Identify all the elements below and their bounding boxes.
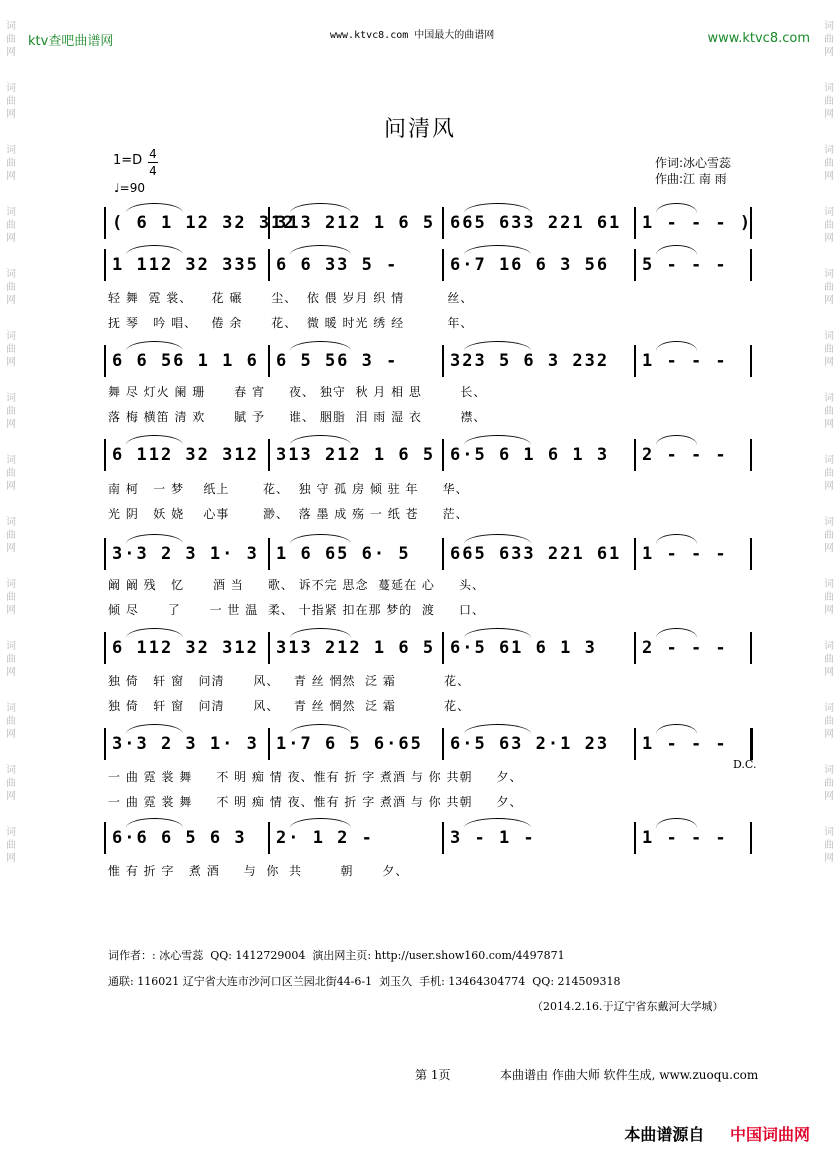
lyric-line: 倾 尽 了 一 世 温 柔、 十指紧 扣在那 梦的 渡 口、 bbox=[108, 603, 485, 617]
slur-mark bbox=[464, 534, 531, 544]
watermark-text: 词 曲 网 bbox=[6, 827, 16, 864]
slur-mark bbox=[290, 628, 351, 638]
bar-line bbox=[750, 249, 752, 281]
bar-line bbox=[104, 439, 106, 471]
bar-line bbox=[104, 728, 106, 760]
bar-line bbox=[442, 439, 444, 471]
measure: 6·6 6 5 6 3 bbox=[112, 828, 247, 848]
slur-mark bbox=[290, 818, 351, 828]
bar-line bbox=[634, 345, 636, 377]
watermark-text: 词 曲 网 bbox=[6, 393, 16, 430]
bar-line bbox=[750, 728, 753, 760]
slur-mark bbox=[464, 203, 531, 213]
watermark-text: 词 曲 网 bbox=[824, 207, 834, 244]
measure: 6 5 56 3 - bbox=[276, 351, 399, 371]
notation-row bbox=[104, 437, 752, 477]
watermark-text: 词 曲 网 bbox=[824, 145, 834, 182]
slur-mark bbox=[464, 245, 531, 255]
bar-line bbox=[442, 538, 444, 570]
bar-line bbox=[442, 822, 444, 854]
slur-mark bbox=[656, 203, 697, 213]
bar-line bbox=[442, 728, 444, 760]
bar-line bbox=[634, 538, 636, 570]
measure: 323 5 6 3 232 bbox=[450, 351, 610, 371]
measure: 2· 1 2 - bbox=[276, 828, 374, 848]
measure: 2 - - - bbox=[642, 638, 728, 658]
lyric-line: 一 曲 霓 裳 舞 不 明 痴 情 夜、惟有 折 字 煮酒 与 你 共朝 夕、 bbox=[108, 770, 523, 784]
slur-mark bbox=[126, 628, 183, 638]
notation-row bbox=[104, 247, 752, 287]
slur-mark bbox=[464, 435, 531, 445]
right-watermark-strip bbox=[822, 20, 836, 888]
notation-row bbox=[104, 726, 752, 766]
measure: 6 6 33 5 - bbox=[276, 255, 399, 275]
lyric-line: 一 曲 霓 裳 舞 不 明 痴 情 夜、惟有 折 字 煮酒 与 你 共朝 夕、 bbox=[108, 795, 523, 809]
bar-line bbox=[268, 632, 270, 664]
lyric-line: 落 梅 横笛 清 欢 賦 予 谁、 胭脂 泪 雨 湿 衣 襟、 bbox=[108, 410, 487, 424]
slur-mark bbox=[290, 245, 351, 255]
slur-mark bbox=[290, 534, 351, 544]
lyric-line: 独 倚 轩 窗 问清 风、 青 丝 惘然 泛 霜 花、 bbox=[108, 699, 471, 713]
bar-line bbox=[104, 345, 106, 377]
measure: 5 - - - bbox=[642, 255, 728, 275]
lyric-line: 抚 琴 吟 唱、 倦 余 花、 微 暖 时光 绣 经 年、 bbox=[108, 316, 474, 330]
notation-row bbox=[104, 820, 752, 860]
watermark-text: 词 曲 网 bbox=[6, 703, 16, 740]
bar-line bbox=[442, 249, 444, 281]
bar-line bbox=[634, 822, 636, 854]
slur-mark bbox=[290, 341, 351, 351]
header-left-site[interactable]: ktv查吧曲谱网 bbox=[28, 34, 114, 49]
bar-line bbox=[442, 207, 444, 239]
lyric-line: 轻 舞 霓 裳、 花 碾 尘、 依 偎 岁月 织 情 丝、 bbox=[108, 291, 474, 305]
header-center-text: www.ktvc8.com 中国最大的曲谱网 bbox=[330, 30, 495, 41]
bar-line bbox=[104, 249, 106, 281]
measure: 1 - - - bbox=[642, 828, 728, 848]
slur-mark bbox=[126, 245, 183, 255]
notation-row bbox=[104, 630, 752, 670]
watermark-text: 词 曲 网 bbox=[824, 641, 834, 678]
watermark-text: 词 曲 网 bbox=[6, 641, 16, 678]
measure: 6 112 32 312 bbox=[112, 445, 259, 465]
bar-line bbox=[268, 822, 270, 854]
slur-mark bbox=[656, 628, 697, 638]
watermark-text: 词 曲 网 bbox=[824, 393, 834, 430]
watermark-text: 词 曲 网 bbox=[824, 21, 834, 58]
source-bar bbox=[624, 1122, 810, 1145]
measure: 1 - - - ) bbox=[642, 213, 753, 233]
measure: 6 6 56 1 1 6 bbox=[112, 351, 259, 371]
slur-mark bbox=[126, 818, 183, 828]
left-watermark-strip bbox=[4, 20, 18, 888]
measure: 1 - - - bbox=[642, 544, 728, 564]
slur-mark bbox=[126, 534, 183, 544]
watermark-text: 词 曲 网 bbox=[6, 765, 16, 802]
lyric-line: 阚 阚 残 忆 酒 当 歌、 诉不完 思念 蔓延在 心 头、 bbox=[108, 578, 485, 592]
slur-mark bbox=[290, 203, 351, 213]
watermark-text: 词 曲 网 bbox=[6, 207, 16, 244]
slur-mark bbox=[290, 724, 351, 734]
slur-mark bbox=[126, 341, 183, 351]
slur-mark bbox=[126, 203, 183, 213]
bar-line bbox=[634, 632, 636, 664]
watermark-text: 词 曲 网 bbox=[6, 455, 16, 492]
bar-line bbox=[268, 249, 270, 281]
watermark-text: 词 曲 网 bbox=[6, 331, 16, 368]
slur-mark bbox=[656, 245, 697, 255]
slur-mark bbox=[464, 341, 531, 351]
footer-date: （2014.2.16.于辽宁省东戴河大学城） bbox=[532, 1000, 724, 1013]
lyric-line: 光 阴 妖 娆 心事 渺、 落 墨 成 殇 一 纸 苍 茫、 bbox=[108, 507, 469, 521]
bar-line bbox=[268, 538, 270, 570]
measure: 665 633 221 61 bbox=[450, 213, 622, 233]
song-title: 问清风 bbox=[383, 117, 456, 142]
measure: 6·5 6 1 6 1 3 bbox=[450, 445, 610, 465]
slur-mark bbox=[656, 435, 697, 445]
dc-mark: D.C. bbox=[733, 758, 757, 771]
measure: ( 6 1 12 32 312 bbox=[112, 213, 296, 233]
time-bottom: 4 bbox=[149, 164, 157, 178]
time-signature bbox=[148, 146, 158, 179]
bar-line bbox=[442, 632, 444, 664]
bar-line bbox=[104, 538, 106, 570]
bar-line bbox=[104, 632, 106, 664]
slur-mark bbox=[656, 818, 697, 828]
slur-mark bbox=[464, 818, 531, 828]
tempo-marking: ♩=90 bbox=[114, 181, 145, 195]
watermark-text: 词 曲 网 bbox=[6, 579, 16, 616]
watermark-text: 词 曲 网 bbox=[824, 579, 834, 616]
bar-line bbox=[104, 207, 106, 239]
bar-line bbox=[750, 439, 752, 471]
bar-line bbox=[750, 822, 752, 854]
measure: 313 212 1 6 5 bbox=[276, 445, 436, 465]
measure: 1 - - - bbox=[642, 351, 728, 371]
slur-mark bbox=[656, 534, 697, 544]
bar-line bbox=[750, 345, 752, 377]
key-signature: 1=D bbox=[113, 153, 143, 168]
bar-line bbox=[750, 632, 752, 664]
bar-line bbox=[442, 345, 444, 377]
measure: 3·3 2 3 1· 3 bbox=[112, 734, 259, 754]
measure: 313 212 1 6 5 bbox=[276, 638, 436, 658]
watermark-text: 词 曲 网 bbox=[824, 269, 834, 306]
bar-line bbox=[104, 822, 106, 854]
measure: 665 633 221 61 bbox=[450, 544, 622, 564]
slur-mark bbox=[126, 435, 183, 445]
slur-mark bbox=[464, 628, 531, 638]
bar-line bbox=[268, 728, 270, 760]
watermark-text: 词 曲 网 bbox=[824, 827, 834, 864]
measure: 6 112 32 312 bbox=[112, 638, 259, 658]
measure: 1·7 6 5 6·65 bbox=[276, 734, 423, 754]
lyricist-credit: 作词:冰心雪蕊 bbox=[655, 156, 732, 170]
bar-line bbox=[268, 345, 270, 377]
generator-note: 本曲谱由 作曲大师 软件生成, www.zuoqu.com bbox=[500, 1068, 759, 1082]
slur-mark bbox=[290, 435, 351, 445]
lyric-line: 独 倚 轩 窗 问清 风、 青 丝 惘然 泛 霜 花、 bbox=[108, 674, 471, 688]
watermark-text: 词 曲 网 bbox=[824, 455, 834, 492]
watermark-text: 词 曲 网 bbox=[6, 21, 16, 58]
bar-line bbox=[634, 249, 636, 281]
watermark-text: 词 曲 网 bbox=[6, 269, 16, 306]
lyric-line: 南 柯 一 梦 纸上 花、 独 守 孤 房 倾 驻 年 华、 bbox=[108, 482, 469, 496]
measure: 6·5 63 2·1 23 bbox=[450, 734, 610, 754]
notation-row bbox=[104, 536, 752, 576]
header-right-site[interactable]: www.ktvc8.com bbox=[707, 31, 810, 46]
measure: 2 - - - bbox=[642, 445, 728, 465]
lyric-line: 舞 尽 灯火 阑 珊 春 宵 夜、 独守 秋 月 相 思 长、 bbox=[108, 385, 487, 399]
footer-contact-line: 通联: 116021 辽宁省大连市沙河口区兰园北街44-6-1 刘玉久 手机: 13464304774 QQ: 214509318 bbox=[108, 975, 621, 988]
bar-line bbox=[634, 207, 636, 239]
watermark-text: 词 曲 网 bbox=[6, 145, 16, 182]
watermark-text: 词 曲 网 bbox=[824, 517, 834, 554]
notation-row bbox=[104, 343, 752, 383]
measure: 313 212 1 6 5 bbox=[276, 213, 436, 233]
footer-author-line: 词作者：: 冰心雪蕊 QQ: 1412729004 演出网主页: http://user.show160.com/4497871 bbox=[108, 949, 565, 962]
source-site-link[interactable]: 中国词曲网 bbox=[729, 1125, 810, 1144]
slur-mark bbox=[656, 341, 697, 351]
source-label: 本曲谱源自 bbox=[624, 1125, 705, 1144]
watermark-text: 词 曲 网 bbox=[824, 331, 834, 368]
time-top: 4 bbox=[149, 147, 157, 161]
bar-line bbox=[634, 439, 636, 471]
watermark-text: 词 曲 网 bbox=[824, 765, 834, 802]
page-number: 第 1页 bbox=[415, 1068, 451, 1082]
measure: 6·7 16 6 3 56 bbox=[450, 255, 610, 275]
notation-row bbox=[104, 205, 752, 245]
measure: 3·3 2 3 1· 3 bbox=[112, 544, 259, 564]
lyric-line: 惟 有 折 字 煮 酒 与 你 共 朝 夕、 bbox=[108, 864, 409, 878]
bar-line bbox=[634, 728, 636, 760]
bar-line bbox=[750, 538, 752, 570]
measure: 1 - - - bbox=[642, 734, 728, 754]
composer-credit: 作曲:江 南 雨 bbox=[655, 172, 727, 186]
slur-mark bbox=[656, 724, 697, 734]
measure: 1 112 32 335 bbox=[112, 255, 259, 275]
slur-mark bbox=[464, 724, 531, 734]
watermark-text: 词 曲 网 bbox=[6, 517, 16, 554]
bar-line bbox=[268, 439, 270, 471]
measure: 3 - 1 - bbox=[450, 828, 536, 848]
measure: 1 6 65 6· 5 bbox=[276, 544, 411, 564]
slur-mark bbox=[126, 724, 183, 734]
measure: 6·5 61 6 1 3 bbox=[450, 638, 597, 658]
watermark-text: 词 曲 网 bbox=[824, 83, 834, 120]
watermark-text: 词 曲 网 bbox=[6, 83, 16, 120]
watermark-text: 词 曲 网 bbox=[824, 703, 834, 740]
